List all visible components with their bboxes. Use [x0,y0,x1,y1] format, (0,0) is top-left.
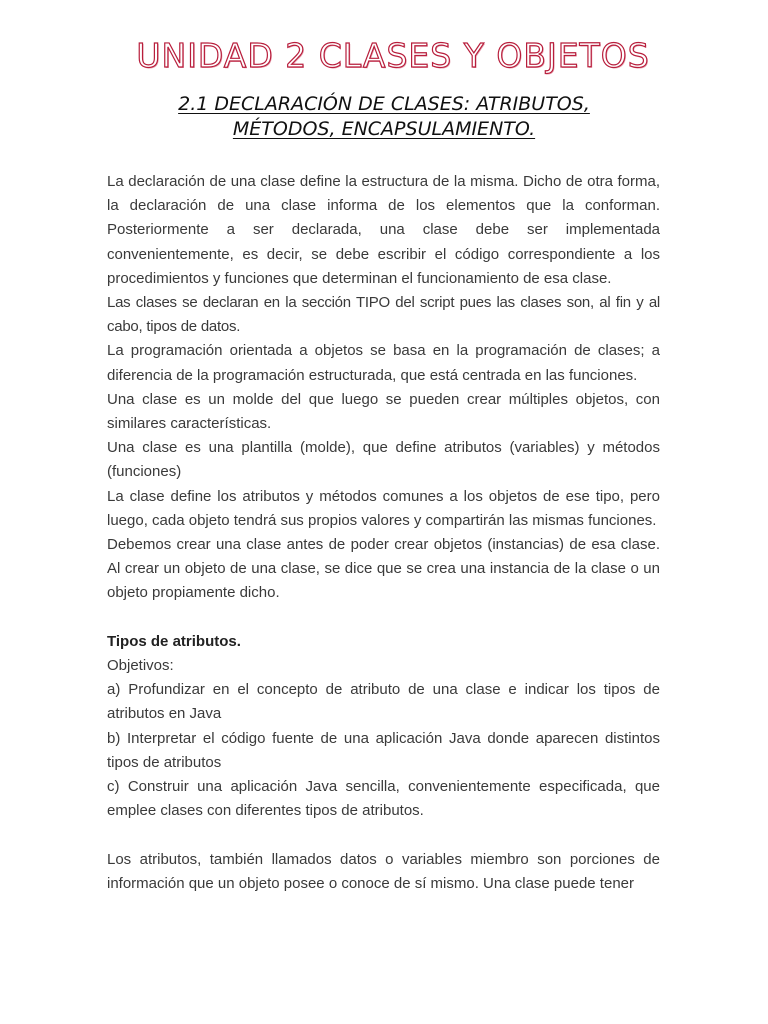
subtitle-line-1: 2.1 DECLARACIÓN DE CLASES: ATRIBUTOS, [178,93,590,115]
paragraph: Una clase es un molde del que luego se pueden crear múltiples objetos, con similares características. [107,390,660,433]
document-body [107,170,660,896]
objective-item: a) Profundizar en el concepto de atributo de una clase e indicar los tipos de atributos en Java [107,681,660,723]
objectives-label: Objetivos: [107,657,174,675]
section-heading: Tipos de atributos. [107,632,241,650]
paragraph: La clase define los atributos y métodos comunes a los objetos de ese tipo, pero luego, cada objeto tendrá sus propios valores y compartirán las mismas funciones. [107,487,660,529]
subtitle-line-2: MÉTODOS, ENCAPSULAMIENTO. [232,118,536,140]
objective-item: c) Construir una aplicación Java sencilla, convenientemente especificada, que emplee clases con diferentes tipos de atributos. [107,778,660,820]
blank-line [107,823,660,847]
paragraph: Una clase es una plantilla (molde), que define atributos (variables) y métodos (funciones) [107,439,660,481]
objective-item: b) Interpretar el código fuente de una aplicación Java donde aparecen distintos tipos de atributos [107,729,660,771]
section-subtitle [108,92,660,142]
paragraph: Debemos crear una clase antes de poder crear objetos (instancias) de esa clase. Al crear un objeto de una clase, se dice que se crea una instancia de la clase o un objeto propiamente dicho. [107,536,660,602]
paragraph: Los atributos, también llamados datos o variables miembro son porciones de información que un objeto posee o conoce de sí mismo. Una clase puede tener [107,850,660,892]
paragraph: La declaración de una clase define la estructura de la misma. Dicho de otra forma, la declaración de una clase informa de los elementos que la conforman. Posteriormente a ser declarada, una clase debe ser implementada convenientemente, es decir, se debe escribir el código correspondiente a los procedimientos y funciones que determinan el funcionamiento de esa clase. [107,173,660,287]
paragraph: La programación orientada a objetos se basa en la programación de clases; a diferencia de la programación estructurada, que está centrada en las funciones. [107,342,660,384]
document-title: UNIDAD 2 CLASES Y OBJETOS [136,36,650,75]
paragraph: Las clases se declaran en la sección TIPO del script pues las clases son, al fin y al cabo, tipos de datos. [107,294,660,336]
blank-line [107,606,660,630]
